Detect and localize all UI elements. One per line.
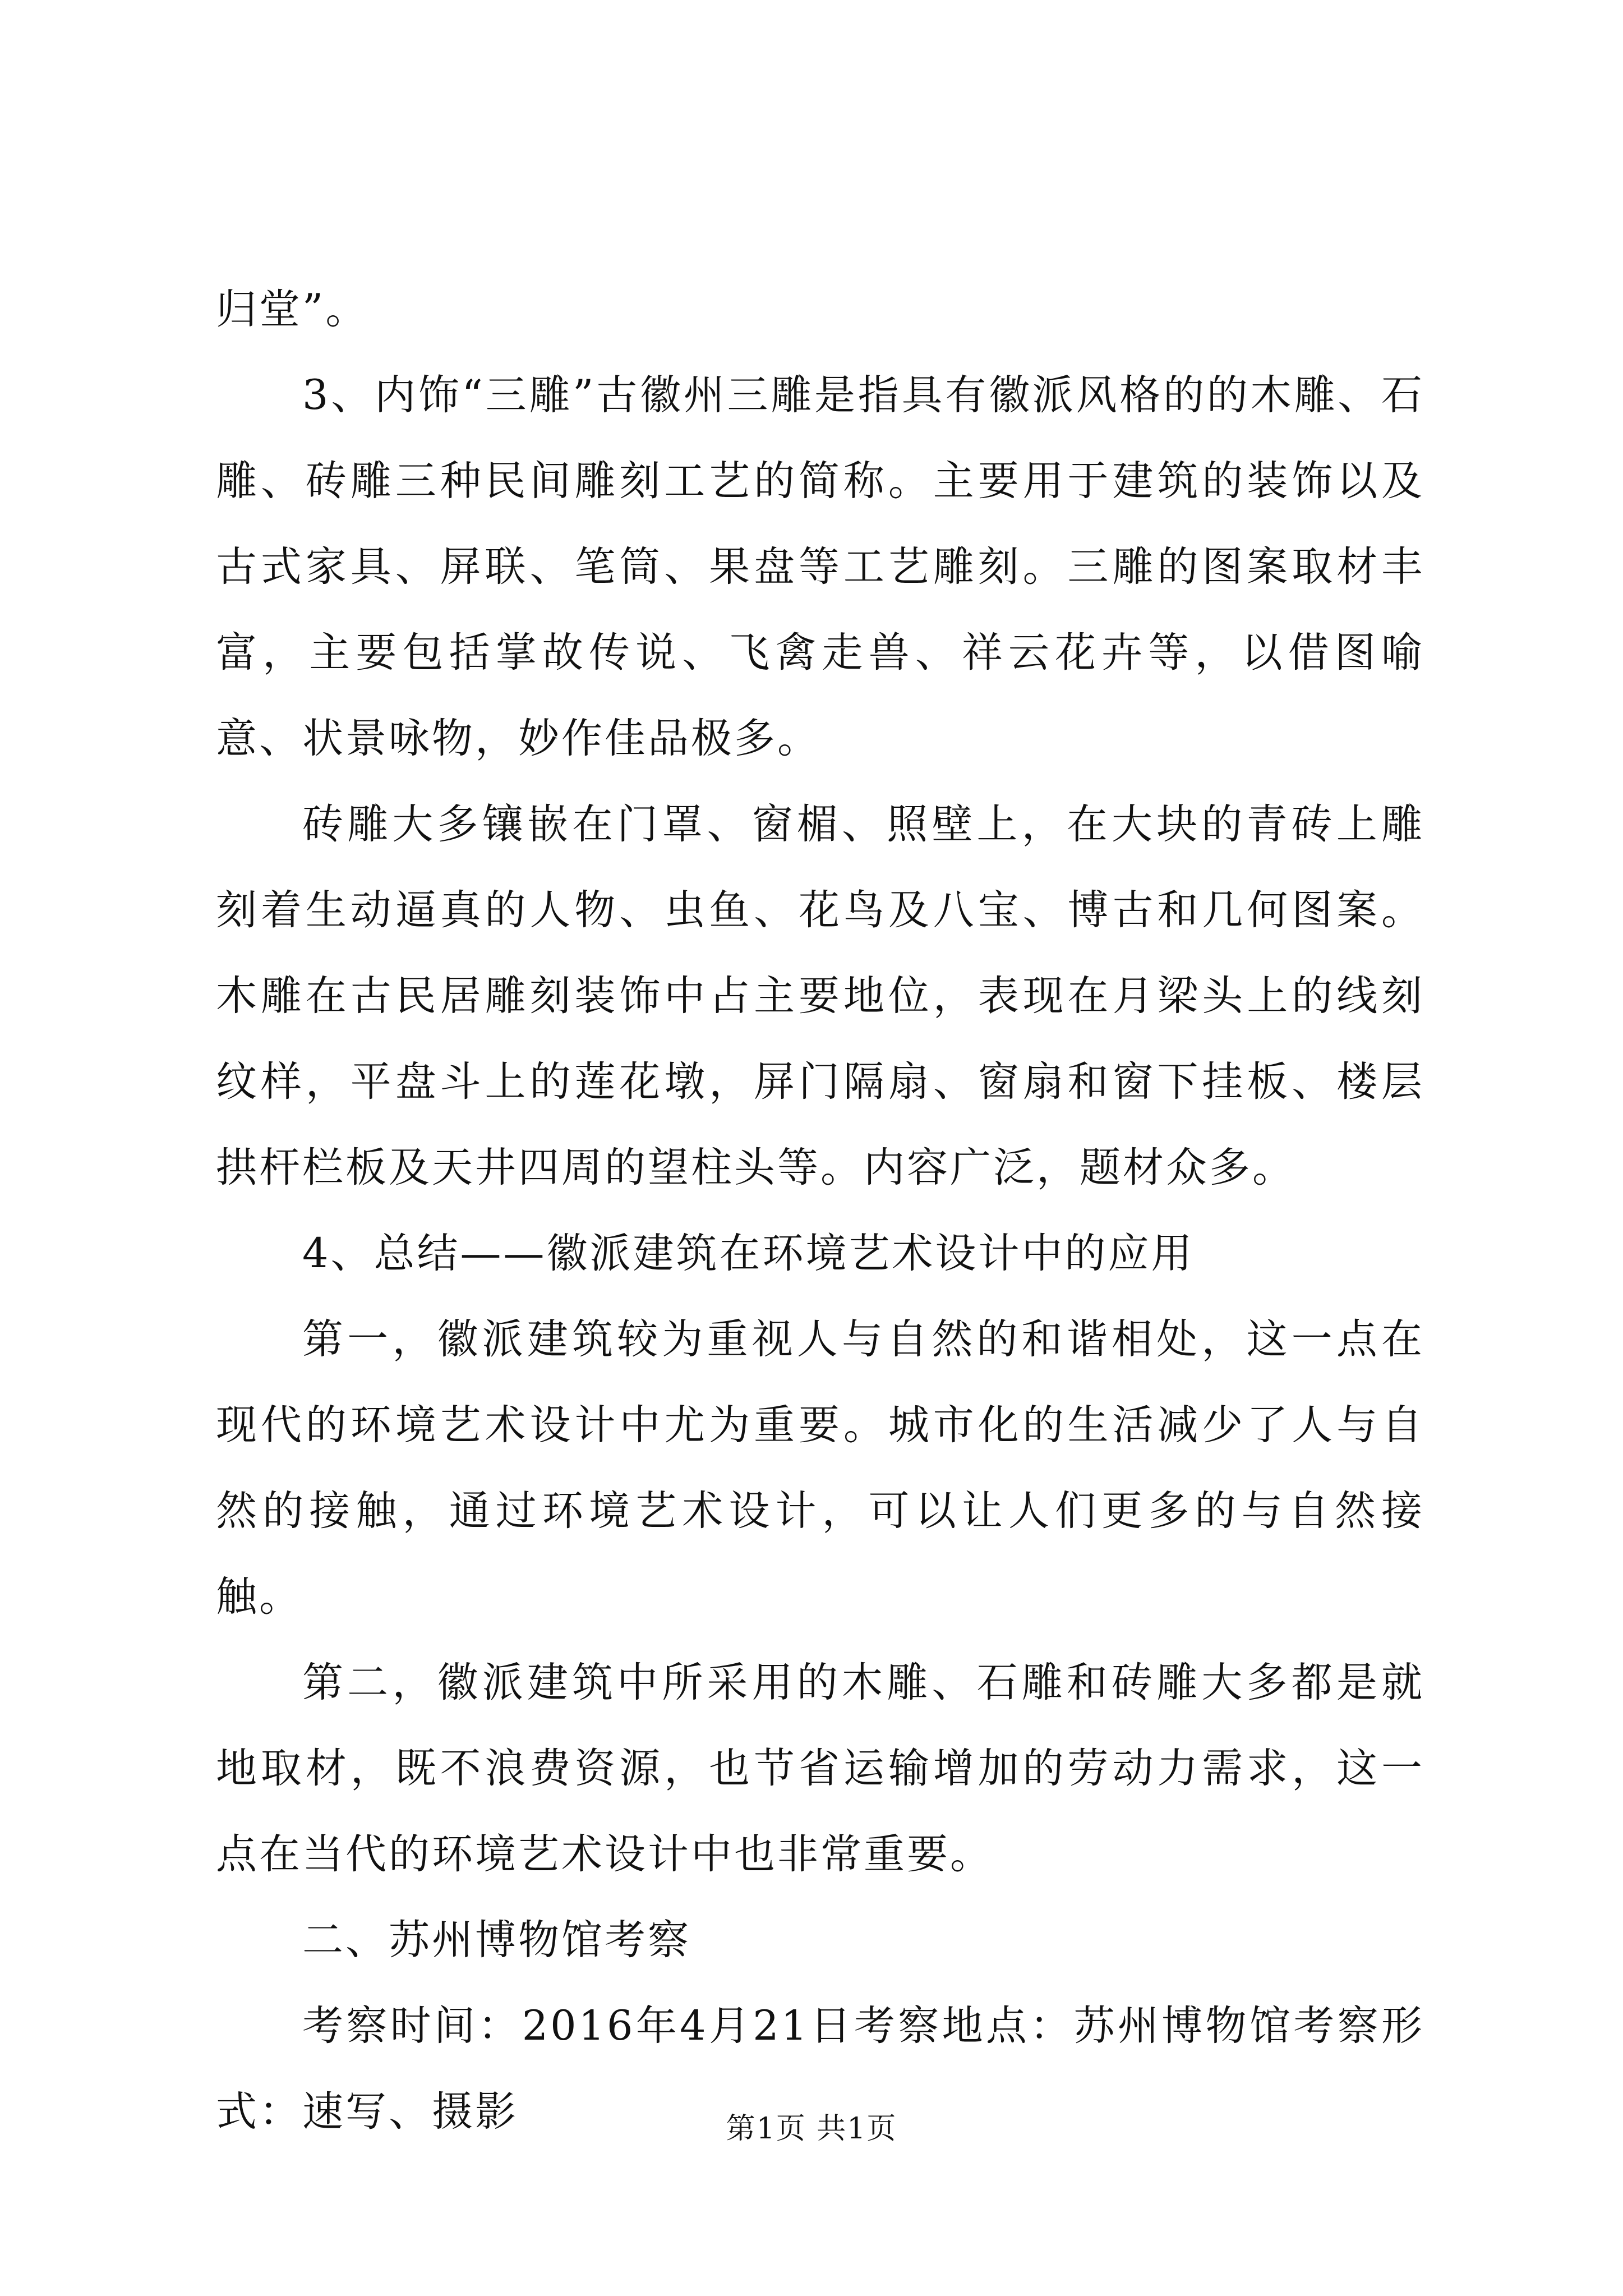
paragraph-three-carvings: 3、内饰“三雕”古徽州三雕是指具有徽派风格的的木雕、石雕、砖雕三种民间雕刻工艺的简称。主要用于建筑的装饰以及古式家具、屏联、笔筒、果盘等工艺雕刻。三雕的图案取材丰富，主要包括掌故传说、飞禽走兽、祥云花卉等，以借图喻意、状景咏物，妙作佳品极多。 (216, 371, 1424, 762)
page-footer: 第1页 共1页 (726, 2112, 897, 2146)
section-heading-summary: 4、总结——徽派建筑在环境艺术设计中的应用 (302, 1230, 1195, 1277)
paragraph-second-point: 第二，徽派建筑中所采用的木雕、石雕和砖雕大多都是就地取材，既不浪费资源，也节省运输增加的劳动力需求，这一点在当代的环境艺术设计中也非常重要。 (216, 1659, 1424, 1878)
paragraph-first-point: 第一，徽派建筑较为重视人与自然的和谐相处，这一点在现代的环境艺术设计中尤为重要。城市化的生活减少了人与自然的接触，通过环境艺术设计，可以让人们更多的与自然接触。 (216, 1315, 1424, 1621)
document-body (216, 266, 1424, 2155)
paragraph-brick-wood-carving: 砖雕大多镶嵌在门罩、窗楣、照壁上，在大块的青砖上雕刻着生动逼真的人物、虫鱼、花鸟及八宝、博古和几何图案。木雕在古民居雕刻装饰中占主要地位，表现在月梁头上的线刻纹样，平盘斗上的莲花墩，屏门隔扇、窗扇和窗下挂板、楼层拱杆栏板及天井四周的望柱头等。内容广泛，题材众多。 (216, 800, 1424, 1191)
paragraph-continuation: 归堂”。 (216, 286, 369, 333)
paragraph-survey-details: 考察时间：2016年4月21日考察地点：苏州博物馆考察形式：速写、摄影 (216, 2002, 1424, 2136)
section-heading-suzhou-museum: 二、苏州博物馆考察 (302, 1916, 691, 1964)
